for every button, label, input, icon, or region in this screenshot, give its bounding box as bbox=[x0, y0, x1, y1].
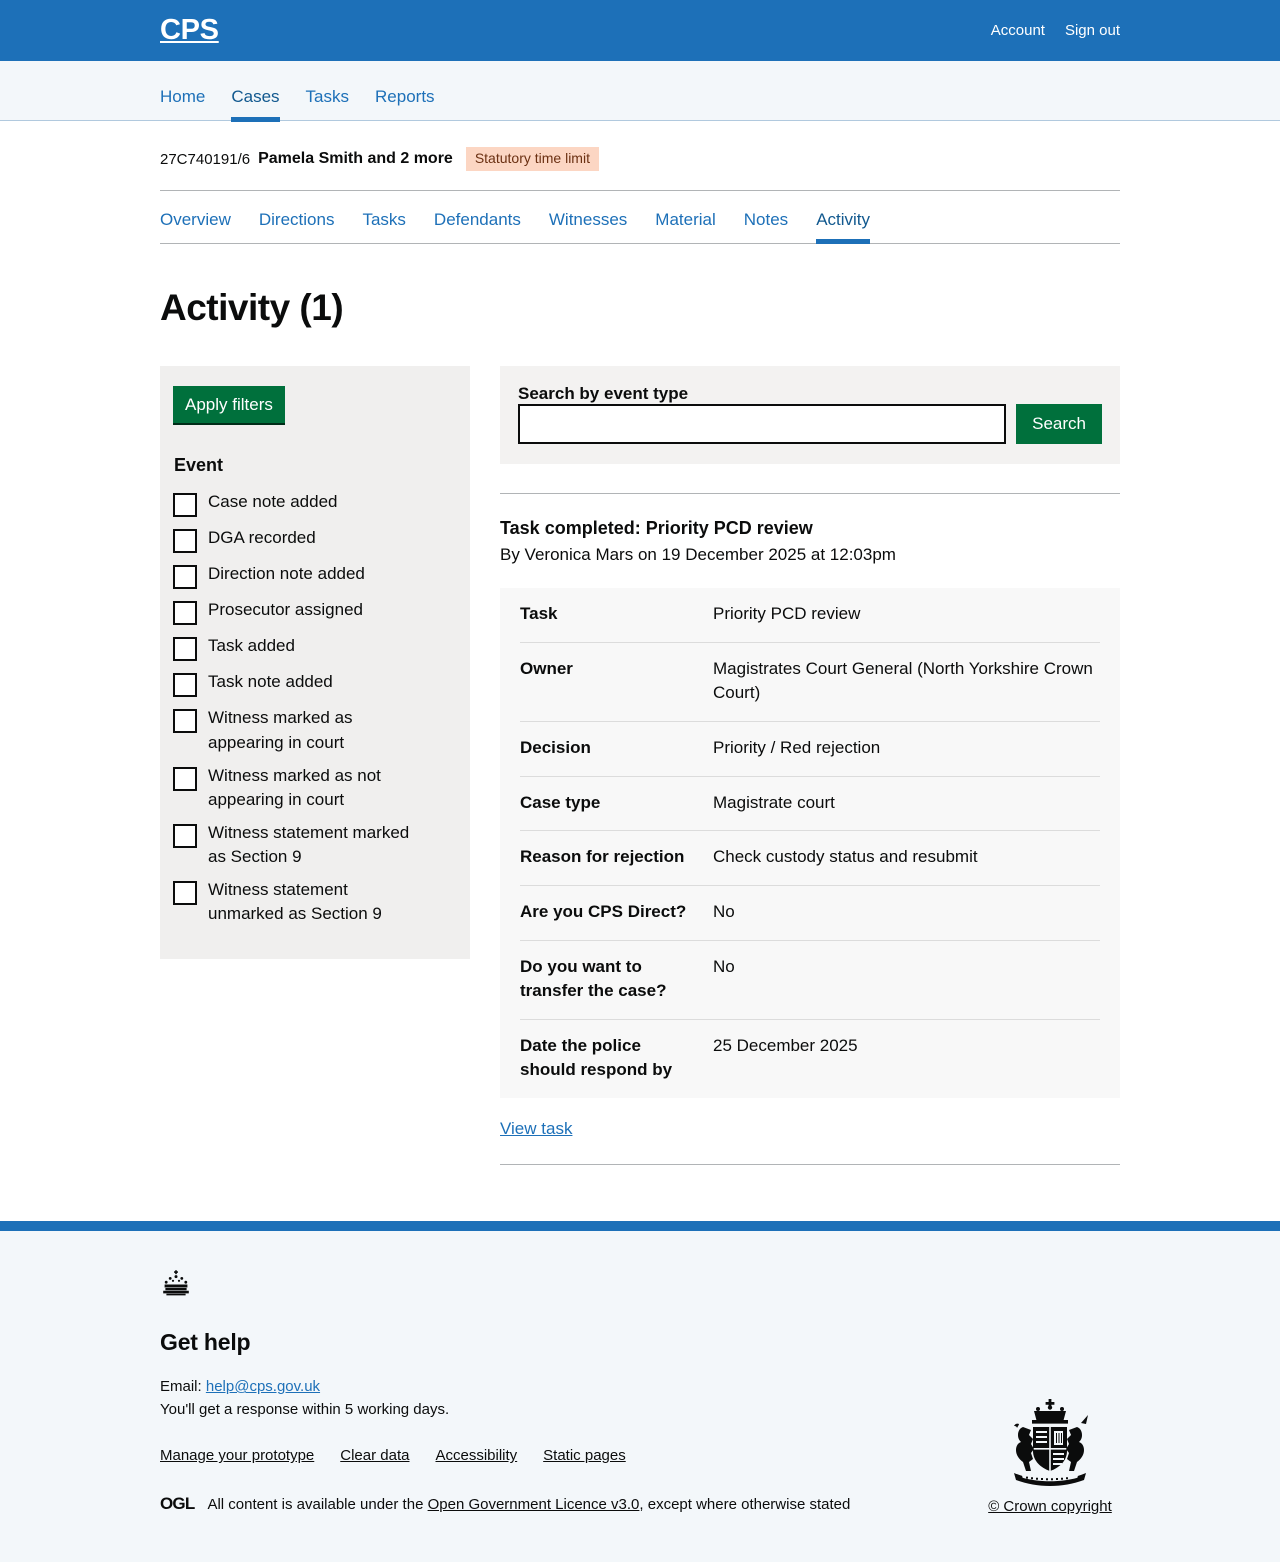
footer-link-static-pages[interactable]: Static pages bbox=[543, 1447, 626, 1465]
checkbox-icon[interactable] bbox=[173, 881, 197, 905]
filter-checkbox-row[interactable] bbox=[173, 634, 450, 661]
crown-copyright-link[interactable]: © Crown copyright bbox=[988, 1498, 1112, 1516]
case-tab-directions[interactable]: Directions bbox=[258, 210, 335, 230]
filter-checkbox-row[interactable] bbox=[173, 598, 450, 625]
brand-logo[interactable]: CPS bbox=[160, 14, 219, 46]
checkbox-icon[interactable] bbox=[173, 709, 197, 733]
case-tab-defendants[interactable]: Defendants bbox=[433, 210, 521, 230]
crown-icon bbox=[160, 1269, 1120, 1301]
search-input[interactable] bbox=[518, 404, 1006, 444]
activity-entry bbox=[500, 493, 1120, 1165]
crown-copyright-block bbox=[980, 1397, 1120, 1516]
account-link[interactable]: Account bbox=[990, 22, 1045, 39]
view-task-row bbox=[500, 1098, 1120, 1165]
filters-column bbox=[160, 366, 470, 959]
checkbox-icon[interactable] bbox=[173, 824, 197, 848]
detail-key: Are you CPS Direct? bbox=[520, 885, 713, 940]
masthead bbox=[0, 0, 1280, 61]
detail-key: Do you want to transfer the case? bbox=[520, 940, 713, 1019]
filter-checkbox-label: Witness statement unmarked as Section 9 bbox=[208, 880, 382, 924]
status-badge: Statutory time limit bbox=[466, 147, 599, 171]
filter-checkbox-row[interactable] bbox=[173, 562, 450, 589]
detail-row bbox=[520, 722, 1100, 777]
filter-checkbox-row[interactable] bbox=[173, 706, 450, 754]
case-tabs bbox=[160, 191, 1120, 244]
detail-value: Magistrate court bbox=[713, 776, 1100, 831]
view-task-link[interactable]: View task bbox=[500, 1119, 573, 1139]
help-email-link[interactable]: help@cps.gov.uk bbox=[205, 1378, 321, 1396]
filter-checkbox-row[interactable] bbox=[173, 670, 450, 697]
filter-checkbox-row[interactable] bbox=[173, 490, 450, 517]
case-reference: 27C740191/6 bbox=[160, 150, 251, 168]
masthead-links bbox=[991, 22, 1120, 39]
filter-checkbox-label: Task note added bbox=[208, 672, 333, 692]
detail-value: Priority PCD review bbox=[713, 604, 861, 624]
footer-heading: Get help bbox=[160, 1329, 251, 1356]
detail-row bbox=[520, 642, 1100, 721]
ogl-logo-icon: OGL bbox=[160, 1494, 195, 1514]
filter-panel bbox=[160, 366, 470, 959]
case-tab-tasks[interactable]: Tasks bbox=[362, 210, 406, 230]
detail-value: 25 December 2025 bbox=[713, 1019, 1100, 1098]
detail-key: Decision bbox=[520, 722, 713, 777]
filter-checkbox-label: Witness marked as not appearing in court bbox=[208, 765, 381, 809]
detail-row bbox=[520, 885, 1100, 940]
primary-navigation bbox=[0, 61, 1280, 121]
detail-row bbox=[520, 940, 1100, 1019]
checkbox-icon[interactable] bbox=[173, 493, 197, 517]
detail-key: Date the police should respond by bbox=[520, 1019, 713, 1098]
detail-row bbox=[520, 1019, 1100, 1098]
nav-item-reports[interactable]: Reports bbox=[375, 87, 435, 106]
page-title: Activity (1) bbox=[160, 287, 344, 329]
nav-item-tasks[interactable]: Tasks bbox=[305, 87, 350, 106]
licence-text bbox=[207, 1496, 850, 1513]
filter-checkbox-row[interactable] bbox=[173, 764, 450, 812]
detail-key: Reason for rejection bbox=[520, 831, 713, 886]
page-footer bbox=[0, 1221, 1280, 1562]
footer-link-clear-data[interactable]: Clear data bbox=[340, 1447, 410, 1465]
royal-arms-icon bbox=[986, 1397, 1114, 1489]
footer-help-text bbox=[160, 1376, 1120, 1421]
detail-value: No bbox=[713, 885, 1100, 940]
email-label: Email: bbox=[160, 1378, 202, 1396]
footer-link-manage-your-prototype[interactable]: Manage your prototype bbox=[160, 1447, 315, 1465]
checkbox-icon[interactable] bbox=[173, 637, 197, 661]
activity-details-table bbox=[520, 588, 1100, 1098]
detail-value: Priority / Red rejection bbox=[713, 722, 1100, 777]
checkbox-icon[interactable] bbox=[173, 565, 197, 589]
filter-group-heading: Event bbox=[174, 455, 224, 476]
detail-row bbox=[520, 776, 1100, 831]
checkbox-icon[interactable] bbox=[173, 673, 197, 697]
filter-checkbox-label: Case note added bbox=[208, 492, 338, 512]
sign-out-link[interactable]: Sign out bbox=[1064, 22, 1120, 39]
case-header bbox=[160, 121, 1120, 191]
detail-row bbox=[520, 831, 1100, 886]
results-column bbox=[500, 366, 1120, 1165]
detail-key: Task bbox=[520, 604, 558, 624]
main-content bbox=[0, 121, 1280, 1221]
case-name: Pamela Smith and 2 more bbox=[258, 150, 453, 168]
case-tab-witnesses[interactable]: Witnesses bbox=[548, 210, 628, 230]
case-tab-activity[interactable]: Activity bbox=[802, 211, 884, 243]
search-panel bbox=[500, 366, 1120, 464]
filter-checkbox-label: DGA recorded bbox=[208, 528, 316, 548]
detail-row bbox=[520, 588, 1100, 642]
detail-value: Check custody status and resubmit bbox=[713, 831, 1100, 886]
checkbox-icon[interactable] bbox=[173, 601, 197, 625]
response-time-text: You'll get a response within 5 working days. bbox=[160, 1400, 450, 1418]
case-tab-notes[interactable]: Notes bbox=[743, 210, 789, 230]
footer-link-list bbox=[160, 1447, 1120, 1464]
filter-checkbox-label: Witness statement marked as Section 9 bbox=[208, 822, 410, 867]
nav-item-cases[interactable]: Cases bbox=[218, 88, 292, 121]
nav-item-home[interactable]: Home bbox=[160, 87, 206, 106]
filter-checkbox-row[interactable] bbox=[173, 526, 450, 553]
detail-value: No bbox=[713, 940, 1100, 1019]
licence-prefix: All content is available under the bbox=[207, 1495, 424, 1513]
detail-key: Case type bbox=[520, 776, 713, 831]
filter-checkbox-row[interactable] bbox=[173, 878, 450, 926]
event-checkbox-list bbox=[173, 490, 450, 926]
filter-checkbox-label: Prosecutor assigned bbox=[208, 600, 363, 620]
search-label: Search by event type bbox=[518, 384, 689, 404]
ogl-licence-link[interactable]: Open Government Licence v3.0 bbox=[427, 1495, 640, 1513]
checkbox-icon[interactable] bbox=[173, 529, 197, 553]
detail-value: Magistrates Court General (North Yorkshire Crown Court) bbox=[713, 642, 1100, 721]
checkbox-icon[interactable] bbox=[173, 767, 197, 791]
ogl-row bbox=[160, 1494, 1120, 1514]
activity-entry-title: Task completed: Priority PCD review bbox=[500, 518, 813, 539]
filter-checkbox-label: Task added bbox=[208, 636, 295, 656]
case-tab-overview[interactable]: Overview bbox=[160, 210, 231, 230]
filter-checkbox-label: Witness marked as appearing in court bbox=[208, 708, 353, 752]
licence-suffix: , except where otherwise stated bbox=[639, 1495, 851, 1513]
apply-filters-button[interactable]: Apply filters bbox=[173, 386, 285, 425]
filter-checkbox-label: Direction note added bbox=[208, 564, 365, 584]
activity-detail-panel bbox=[500, 588, 1120, 1098]
filter-checkbox-row[interactable] bbox=[173, 821, 450, 869]
activity-entry-meta: By Veronica Mars on 19 December 2025 at 12:03pm bbox=[500, 545, 896, 565]
footer-link-accessibility[interactable]: Accessibility bbox=[435, 1447, 518, 1465]
case-tab-material[interactable]: Material bbox=[655, 210, 716, 230]
detail-key: Owner bbox=[520, 642, 713, 721]
search-button[interactable]: Search bbox=[1016, 404, 1102, 444]
